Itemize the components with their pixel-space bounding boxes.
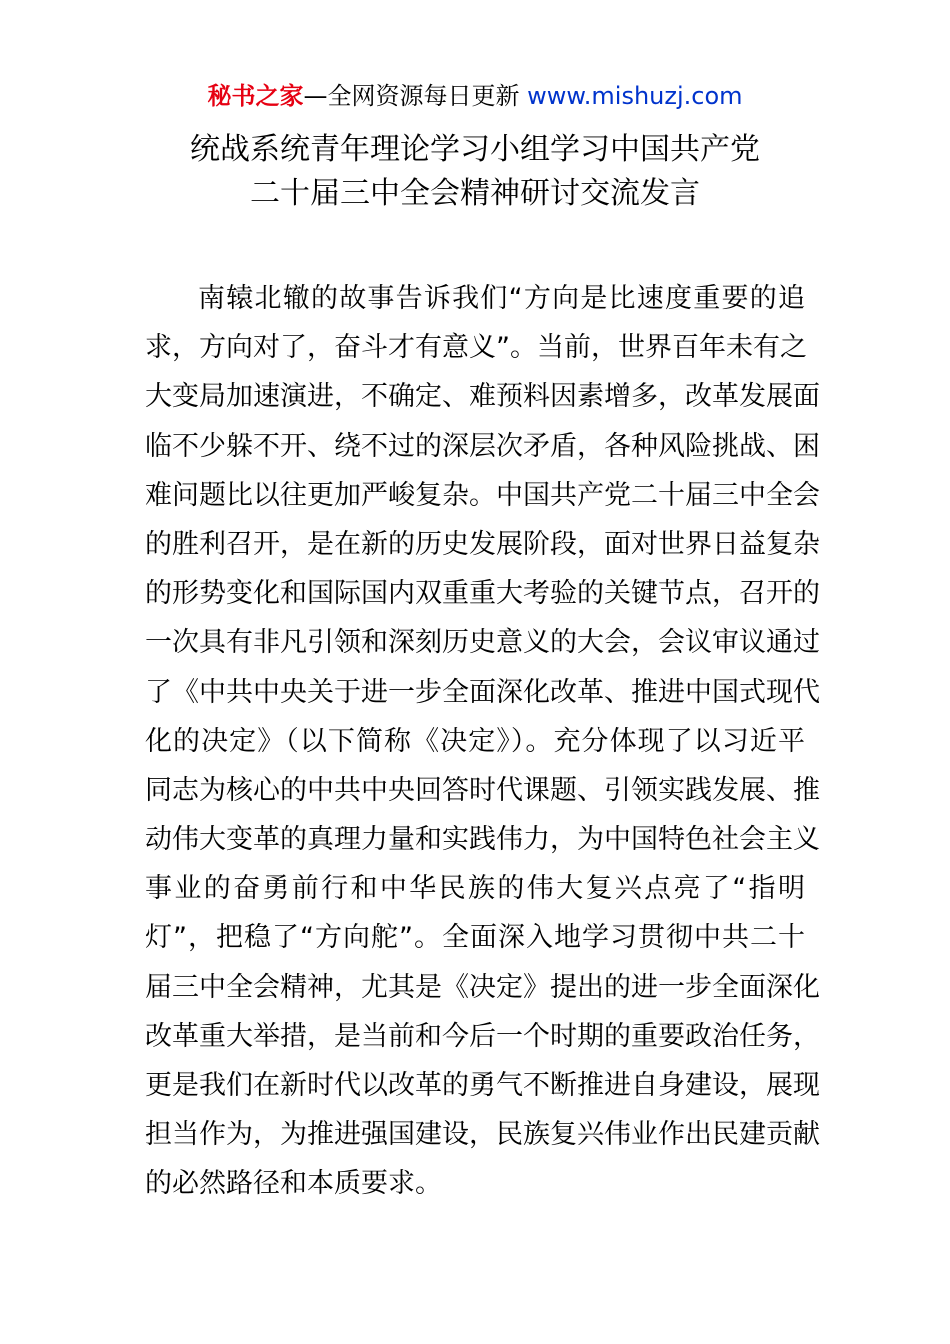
site-brand[interactable]: 秘书之家: [207, 82, 304, 110]
paragraph-line: 的胜利召开，是在新的历史发展阶段，面对世界日益复杂: [145, 528, 820, 560]
paragraph-line: 化的决定》（以下简称《决定》）。充分体现了以习近平: [145, 725, 805, 757]
site-header: [0, 80, 950, 112]
paragraph-line: 难问题比以往更加严峻复杂。中国共产党二十届三中全会: [145, 479, 820, 511]
paragraph-line: 的形势变化和国际国内双重重大考验的关键节点，召开的: [145, 578, 820, 610]
paragraph-line: 南辕北辙的故事告诉我们“方向是比速度重要的追: [198, 283, 805, 314]
paragraph-line: 改革重大举措，是当前和今后一个时期的重要政治任务，: [145, 1020, 820, 1052]
site-tagline: —全网资源每日更新: [303, 82, 528, 110]
paragraph-line: 担当作为，为推进强国建设，民族复兴伟业作出民建贡献: [145, 1119, 820, 1151]
paragraph-line: 同志为核心的中共中央回答时代课题、引领实践发展、推: [145, 774, 820, 806]
paragraph-line: 更是我们在新时代以改革的勇气不断推进自身建设，展现: [145, 1070, 820, 1101]
paragraph-line: 一次具有非凡引领和深刻历史意义的大会，会议审议通过: [145, 627, 820, 659]
document-title: [0, 128, 950, 216]
paragraph-line: 动伟大变革的真理力量和实践伟力，为中国特色社会主义: [145, 824, 820, 856]
paragraph-line: 届三中全会精神，尤其是《决定》提出的进一步全面深化: [145, 971, 820, 1003]
paragraph-line: 临不少躲不开、绕不过的深层次矛盾，各种风险挑战、困: [145, 430, 820, 462]
paragraph-line: 事业的奋勇前行和中华民族的伟大复兴点亮了“指明: [145, 873, 805, 905]
site-url-link[interactable]: www.mishuzj.com: [527, 82, 743, 110]
paragraph-line: 的必然路径和本质要求。: [145, 1168, 442, 1200]
paragraph-line: 大变局加速演进，不确定、难预料因素增多，改革发展面: [145, 381, 820, 413]
paragraph-line: 了《中共中央关于进一步全面深化改革、推进中国式现代: [145, 676, 820, 708]
paragraph-line: 灯”，把稳了“方向舵”。全面深入地学习贯彻中共二十: [145, 922, 805, 954]
title-line: 二十届三中全会精神研讨交流发言: [250, 176, 700, 211]
body-paragraph: [145, 274, 820, 1209]
paragraph-line: 求，方向对了，奋斗才有意义”。当前，世界百年未有之: [145, 332, 807, 364]
title-line: 统战系统青年理论学习小组学习中国共产党: [190, 132, 760, 167]
